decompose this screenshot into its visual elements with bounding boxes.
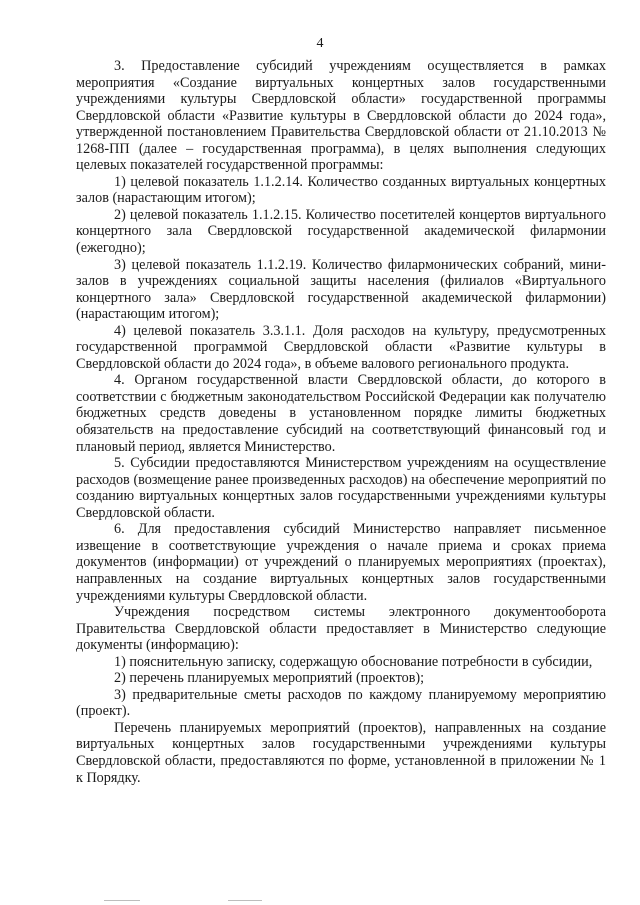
paragraph-doc-item-3: 3) предварительные сметы расходов по каждому планируемому мероприятию (проект). (76, 686, 606, 720)
paragraph-6-notification: 6. Для предоставления субсидий Министерство направляет письменное извещение в соответствующие учреждения о начале приема и сроках приема документов (информации) от учреждений о планируемых мероприятиях (проектах), направленных на создание виртуальных концертных залов государственными учреждениями культуры Свердловской области. (76, 521, 606, 604)
scan-artifact-line-right (228, 900, 262, 901)
paragraph-doc-item-2: 2) перечень планируемых мероприятий (проектов); (114, 670, 425, 687)
paragraph-institutions-submit: Учреждения посредством системы электронного документооборота Правительства Свердловской области предоставляет в Министерство следующие документы (информацию): (76, 604, 606, 654)
paragraph-5-subsidies: 5. Субсидии предоставляются Министерством учреждениям на осуществление расходов (возмещение ранее произведенных расходов) на обеспечение мероприятий по созданию виртуальных концертных залов государственными учреждениями культуры Свердловской области. (76, 455, 606, 521)
paragraph-4-authority: 4. Органом государственной власти Свердловской области, до которого в соответствии с бюджетным законодательством Российской Федерации как получателю бюджетных средств доведены в установленном порядке лимиты бюджетных обязательств на предоставление субсидий на соответствующий финансовый год и плановый период, является Министерство. (76, 372, 606, 455)
paragraph-3-subsidy-provision: 3. Предоставление субсидий учреждениям осуществляется в рамках мероприятия «Создание виртуальных концертных залов государственными учреждениями культуры Свердловской области» государственной программы Свердловской области «Развитие культуры в Свердловской области до 2024 года», утвержденной постановлением Правительства Свердловской области от 21.10.2013 № 1268-ПП (далее – государственная программа), в целях выполнения следующих целевых показателей государственной программы: (76, 58, 606, 174)
paragraph-indicator-3: 3) целевой показатель 1.1.2.19. Количество филармонических собраний, мини-залов в учреждениях социальной защиты населения (филиалов «Виртуального концертного зала» Свердловской государственной академической филармонии) (нарастающим итогом); (76, 256, 606, 323)
paragraph-indicator-2: 2) целевой показатель 1.1.2.15. Количество посетителей концертов виртуального концертного зала Свердловской государственной академической филармонии (ежегодно); (76, 206, 606, 257)
paragraph-indicator-1: 1) целевой показатель 1.1.2.14. Количество созданных виртуальных концертных залов (нарастающим итогом); (76, 173, 606, 207)
document-body (76, 58, 606, 786)
paragraph-indicator-4: 4) целевой показатель 3.3.1.1. Доля расходов на культуру, предусмотренных государственной программой Свердловской области «Развитие культуры в Свердловской области до 2024 года», в объеме валового регионального продукта. (76, 322, 606, 372)
page-number: 4 (316, 36, 324, 51)
paragraph-list-form: Перечень планируемых мероприятий (проектов), направленных на создание виртуальных концертных залов государственными учреждениями культуры Свердловской области, предоставляются по форме, установленной в приложении № 1 к Порядку. (76, 719, 606, 786)
scan-artifact-line-left (104, 900, 140, 901)
paragraph-doc-item-1: 1) пояснительную записку, содержащую обоснование потребности в субсидии, (114, 653, 593, 670)
